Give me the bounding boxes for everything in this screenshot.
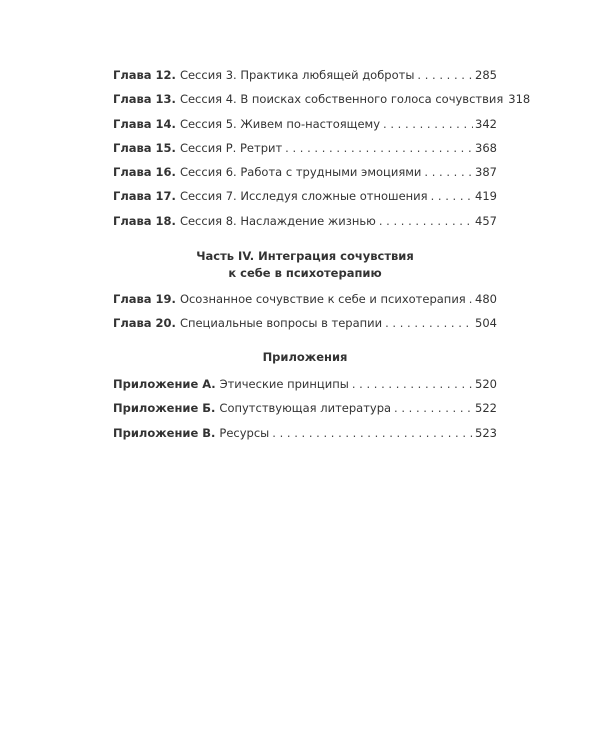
toc-entry[interactable] [113, 292, 497, 316]
toc-group-appendices [113, 377, 497, 450]
entry-label: Глава 18. [113, 213, 176, 228]
entry-title: Сессия 3. Практика любящей доброты [179, 68, 415, 82]
dot-leader [352, 377, 473, 391]
dot-leader [383, 117, 473, 131]
dot-leader [417, 68, 473, 82]
entry-page: 522 [475, 401, 497, 416]
toc-entry[interactable] [113, 68, 497, 92]
entry-page: 419 [475, 189, 497, 204]
dot-leader [285, 141, 473, 155]
entry-page: 520 [475, 377, 497, 391]
entry-page: 368 [475, 140, 497, 155]
toc-entry[interactable] [113, 141, 497, 165]
dot-leader [469, 292, 473, 306]
entry-title: Сессия 6. Работа с трудными эмоциями [179, 165, 422, 180]
entry-title: Ресурсы [219, 425, 270, 440]
toc-group-part3 [113, 68, 531, 238]
toc-entry[interactable] [113, 92, 531, 116]
dot-leader [431, 189, 473, 203]
entry-label: Глава 19. [113, 292, 176, 306]
entry-page: 318 [508, 92, 531, 107]
toc-entry[interactable] [113, 214, 497, 238]
entry-page: 342 [475, 116, 497, 131]
entry-title: Сессия Р. Ретрит [179, 140, 283, 155]
toc-group-part4 [113, 292, 497, 341]
toc-entry[interactable] [113, 117, 497, 141]
toc-entry[interactable] [113, 426, 497, 450]
dot-leader [385, 316, 473, 330]
part4-heading [113, 248, 497, 282]
part4-heading-line1: Часть IV. Интеграция сочувствия [196, 249, 414, 263]
entry-title: Сессия 5. Живем по-настоящему [179, 116, 381, 131]
toc-entry[interactable] [113, 401, 497, 425]
entry-label: Глава 12. [113, 68, 176, 82]
entry-page: 523 [475, 425, 497, 440]
entry-label: Глава 16. [113, 165, 176, 180]
dot-leader [394, 401, 473, 415]
entry-label: Глава 17. [113, 189, 176, 204]
toc-entry[interactable] [113, 165, 497, 189]
entry-page: 285 [475, 68, 497, 82]
entry-page: 504 [475, 316, 497, 331]
entry-label: Глава 20. [113, 316, 176, 331]
entry-label: Приложение А. [113, 377, 216, 391]
dot-leader [379, 214, 473, 228]
toc-entry[interactable] [113, 189, 497, 213]
entry-title: Этические принципы [219, 377, 349, 391]
toc-entry[interactable] [113, 377, 497, 401]
entry-title: Специальные вопросы в терапии [179, 316, 383, 331]
entry-label: Приложение В. [113, 425, 216, 440]
entry-title: Сессия 7. Исследуя сложные отношения [179, 189, 428, 204]
entry-page: 480 [475, 292, 497, 306]
entry-label: Приложение Б. [113, 401, 216, 416]
entry-label: Глава 15. [113, 140, 176, 155]
toc-entry[interactable] [113, 316, 497, 340]
part4-heading-line2: к себе в психотерапию [228, 266, 382, 280]
entry-page: 457 [475, 213, 497, 228]
entry-title: Сессия 8. Наслаждение жизнью [179, 213, 376, 228]
dot-leader [424, 165, 473, 179]
entry-title: Осознанное сочувствие к себе и психотерапия [179, 292, 466, 306]
entry-page: 387 [475, 165, 497, 180]
dot-leader [272, 426, 473, 440]
appendices-heading: Приложения [262, 350, 348, 364]
entry-title: Сессия 4. В поисках собственного голоса сочувствия [179, 92, 504, 107]
entry-label: Глава 13. [113, 92, 176, 107]
entry-title: Сопутствующая литература [219, 401, 392, 416]
entry-label: Глава 14. [113, 116, 176, 131]
